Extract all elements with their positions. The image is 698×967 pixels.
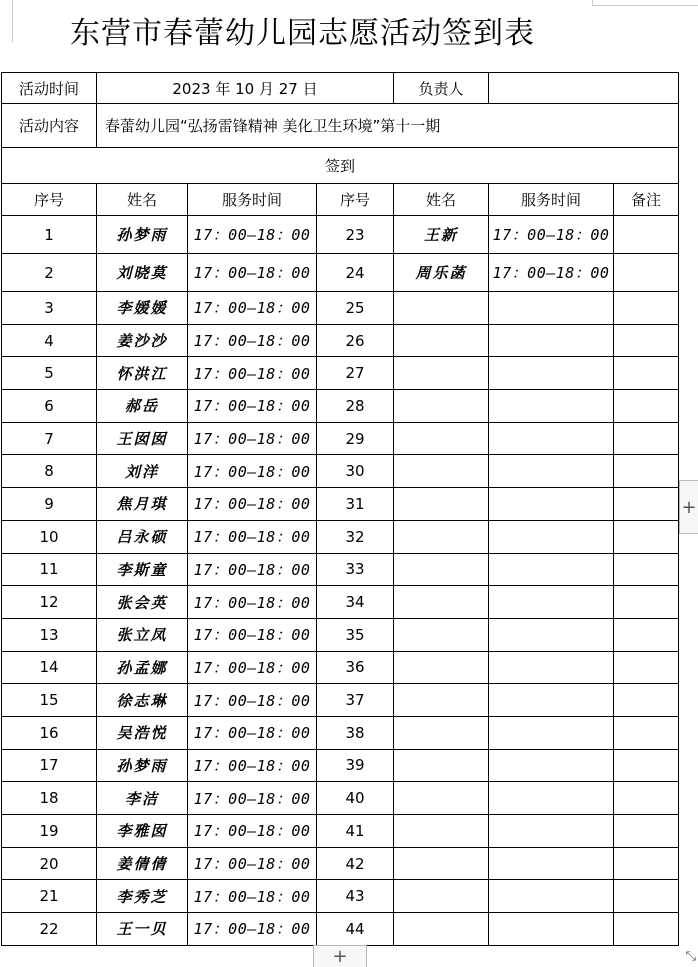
- row-seq[interactable]: 40: [317, 782, 394, 815]
- row-seq[interactable]: 33: [317, 553, 394, 586]
- volunteer-name[interactable]: 王新: [394, 216, 489, 254]
- resize-handle-icon[interactable]: ⤡: [685, 949, 696, 964]
- row-seq[interactable]: 13: [2, 618, 97, 651]
- volunteer-name[interactable]: 李洁: [97, 782, 188, 815]
- volunteer-name[interactable]: [394, 880, 489, 913]
- service-time[interactable]: 17：00—18：00: [489, 216, 614, 254]
- volunteer-name[interactable]: [394, 324, 489, 357]
- col-header-seq: 序号: [317, 184, 394, 216]
- volunteer-name[interactable]: [394, 651, 489, 684]
- content-row: [2, 104, 679, 148]
- table-row: [2, 880, 679, 913]
- table-row: [2, 216, 679, 254]
- row-seq[interactable]: 6: [2, 390, 97, 423]
- row-seq[interactable]: 25: [317, 292, 394, 325]
- service-time[interactable]: [489, 292, 614, 325]
- table-row: [2, 357, 679, 390]
- service-time[interactable]: 17：00—18：00: [188, 254, 317, 292]
- service-time[interactable]: 17：00—18：00: [188, 815, 317, 848]
- volunteer-name[interactable]: [394, 553, 489, 586]
- service-time[interactable]: [489, 651, 614, 684]
- remarks-cell[interactable]: [614, 847, 679, 880]
- row-seq[interactable]: 34: [317, 586, 394, 619]
- volunteer-name[interactable]: [394, 488, 489, 521]
- volunteer-name[interactable]: 李雅囡: [97, 815, 188, 848]
- table-row: [2, 586, 679, 619]
- table-row: [2, 847, 679, 880]
- row-seq[interactable]: 43: [317, 880, 394, 913]
- service-time[interactable]: 17：00—18：00: [188, 455, 317, 488]
- row-seq[interactable]: 27: [317, 357, 394, 390]
- service-time[interactable]: 17：00—18：00: [188, 292, 317, 325]
- table-row: [2, 422, 679, 455]
- row-seq[interactable]: 44: [317, 913, 394, 946]
- row-seq[interactable]: 2: [2, 254, 97, 292]
- remarks-cell[interactable]: [614, 684, 679, 717]
- service-time[interactable]: [489, 357, 614, 390]
- volunteer-name[interactable]: 周乐菡: [394, 254, 489, 292]
- remarks-cell[interactable]: [614, 815, 679, 848]
- service-time[interactable]: 17：00—18：00: [188, 618, 317, 651]
- col-header-name: 姓名: [394, 184, 489, 216]
- table-row: [2, 913, 679, 946]
- row-seq[interactable]: 38: [317, 716, 394, 749]
- service-time[interactable]: [489, 913, 614, 946]
- service-time[interactable]: [489, 553, 614, 586]
- row-seq[interactable]: 18: [2, 782, 97, 815]
- service-time[interactable]: [489, 847, 614, 880]
- table-row: [2, 553, 679, 586]
- row-seq[interactable]: 11: [2, 553, 97, 586]
- plus-icon: +: [332, 946, 348, 967]
- volunteer-name[interactable]: [394, 618, 489, 651]
- volunteer-name[interactable]: [394, 782, 489, 815]
- add-column-button[interactable]: [679, 480, 698, 534]
- signin-table: [1, 72, 679, 946]
- row-seq[interactable]: 3: [2, 292, 97, 325]
- remarks-cell[interactable]: [614, 913, 679, 946]
- table-row: [2, 815, 679, 848]
- col-header-remarks: 备注: [614, 184, 679, 216]
- volunteer-name[interactable]: [394, 357, 489, 390]
- remarks-cell[interactable]: [614, 292, 679, 325]
- remarks-cell[interactable]: [614, 716, 679, 749]
- service-time[interactable]: [489, 880, 614, 913]
- table-row: [2, 782, 679, 815]
- table-row: [2, 618, 679, 651]
- row-seq[interactable]: 41: [317, 815, 394, 848]
- remarks-cell[interactable]: [614, 422, 679, 455]
- volunteer-name[interactable]: [394, 422, 489, 455]
- row-seq[interactable]: 15: [2, 684, 97, 717]
- service-time[interactable]: 17：00—18：00: [489, 254, 614, 292]
- row-seq[interactable]: 1: [2, 216, 97, 254]
- content-value[interactable]: 春蕾幼儿园“弘扬雷锋精神 美化卫生环境”第十一期: [97, 104, 679, 148]
- service-time[interactable]: 17：00—18：00: [188, 651, 317, 684]
- remarks-cell[interactable]: [614, 216, 679, 254]
- row-seq[interactable]: 23: [317, 216, 394, 254]
- row-seq[interactable]: 10: [2, 520, 97, 553]
- table-row: [2, 324, 679, 357]
- row-seq[interactable]: 9: [2, 488, 97, 521]
- remarks-cell[interactable]: [614, 782, 679, 815]
- remarks-cell[interactable]: [614, 520, 679, 553]
- service-time[interactable]: [489, 422, 614, 455]
- row-seq[interactable]: 17: [2, 749, 97, 782]
- col-header-seq: 序号: [2, 184, 97, 216]
- service-time[interactable]: 17：00—18：00: [188, 880, 317, 913]
- volunteer-name[interactable]: [394, 520, 489, 553]
- page-title: 东营市春蕾幼儿园志愿活动签到表: [70, 16, 535, 51]
- remarks-cell[interactable]: [614, 357, 679, 390]
- remarks-cell[interactable]: [614, 749, 679, 782]
- column-header-row: [2, 184, 679, 216]
- service-time[interactable]: [489, 324, 614, 357]
- table-row: [2, 254, 679, 292]
- remarks-cell[interactable]: [614, 880, 679, 913]
- time-row: [2, 73, 679, 104]
- service-time[interactable]: 17：00—18：00: [188, 488, 317, 521]
- service-time[interactable]: 17：00—18：00: [188, 716, 317, 749]
- row-seq[interactable]: 21: [2, 880, 97, 913]
- service-time[interactable]: 17：00—18：00: [188, 216, 317, 254]
- row-seq[interactable]: 26: [317, 324, 394, 357]
- service-time[interactable]: 17：00—18：00: [188, 553, 317, 586]
- leader-label: 负责人: [394, 73, 489, 104]
- volunteer-name[interactable]: 怀洪江: [97, 357, 188, 390]
- remarks-cell[interactable]: [614, 553, 679, 586]
- col-header-service-time: 服务时间: [489, 184, 614, 216]
- volunteer-name[interactable]: [394, 716, 489, 749]
- volunteer-name[interactable]: 李媛媛: [97, 292, 188, 325]
- plus-icon: +: [681, 496, 697, 518]
- row-seq[interactable]: 28: [317, 390, 394, 423]
- row-seq[interactable]: 5: [2, 357, 97, 390]
- table-row: [2, 716, 679, 749]
- row-seq[interactable]: 31: [317, 488, 394, 521]
- service-time[interactable]: [489, 520, 614, 553]
- remarks-cell[interactable]: [614, 455, 679, 488]
- volunteer-name[interactable]: 郝岳: [97, 390, 188, 423]
- service-time[interactable]: [489, 618, 614, 651]
- service-time[interactable]: 17：00—18：00: [188, 749, 317, 782]
- row-seq[interactable]: 16: [2, 716, 97, 749]
- remarks-cell[interactable]: [614, 390, 679, 423]
- volunteer-name[interactable]: 徐志琳: [97, 684, 188, 717]
- service-time[interactable]: 17：00—18：00: [188, 357, 317, 390]
- service-time[interactable]: [489, 455, 614, 488]
- service-time[interactable]: 17：00—18：00: [188, 913, 317, 946]
- table-row: [2, 520, 679, 553]
- service-time[interactable]: [489, 815, 614, 848]
- volunteer-name[interactable]: 孙孟娜: [97, 651, 188, 684]
- volunteer-name[interactable]: 吴浩悦: [97, 716, 188, 749]
- service-time[interactable]: [489, 782, 614, 815]
- table-row: [2, 390, 679, 423]
- row-seq[interactable]: 39: [317, 749, 394, 782]
- volunteer-name[interactable]: 王囡囡: [97, 422, 188, 455]
- remarks-cell[interactable]: [614, 618, 679, 651]
- volunteer-name[interactable]: [394, 455, 489, 488]
- volunteer-name[interactable]: 孙梦雨: [97, 749, 188, 782]
- service-time[interactable]: [489, 390, 614, 423]
- volunteer-name[interactable]: 焦月琪: [97, 488, 188, 521]
- row-seq[interactable]: 35: [317, 618, 394, 651]
- service-time[interactable]: [489, 488, 614, 521]
- col-header-service-time: 服务时间: [188, 184, 317, 216]
- row-seq[interactable]: 36: [317, 651, 394, 684]
- volunteer-name[interactable]: 刘晓莫: [97, 254, 188, 292]
- time-value[interactable]: 2023 年 10 月 27 日: [97, 73, 394, 104]
- service-time[interactable]: [489, 749, 614, 782]
- volunteer-name[interactable]: 张会英: [97, 586, 188, 619]
- row-seq[interactable]: 7: [2, 422, 97, 455]
- volunteer-name[interactable]: 李秀芝: [97, 880, 188, 913]
- service-time[interactable]: 17：00—18：00: [188, 422, 317, 455]
- volunteer-name[interactable]: [394, 586, 489, 619]
- add-row-button[interactable]: [313, 945, 367, 967]
- remarks-cell[interactable]: [614, 324, 679, 357]
- margin-corner-mark: [0, 0, 13, 42]
- volunteer-name[interactable]: 王一贝: [97, 913, 188, 946]
- row-seq[interactable]: 4: [2, 324, 97, 357]
- volunteer-name[interactable]: [394, 684, 489, 717]
- leader-value[interactable]: [489, 73, 679, 104]
- volunteer-name[interactable]: [394, 749, 489, 782]
- volunteer-name[interactable]: 孙梦雨: [97, 216, 188, 254]
- table-row: [2, 651, 679, 684]
- row-seq[interactable]: 20: [2, 847, 97, 880]
- row-seq[interactable]: 8: [2, 455, 97, 488]
- volunteer-name[interactable]: 张立凤: [97, 618, 188, 651]
- service-time[interactable]: 17：00—18：00: [188, 782, 317, 815]
- service-time[interactable]: 17：00—18：00: [188, 520, 317, 553]
- volunteer-name[interactable]: [394, 390, 489, 423]
- table-row: [2, 488, 679, 521]
- remarks-cell[interactable]: [614, 651, 679, 684]
- content-label: 活动内容: [2, 104, 97, 148]
- margin-corner-mark: [592, 0, 698, 6]
- signin-row: [2, 148, 679, 184]
- service-time[interactable]: 17：00—18：00: [188, 586, 317, 619]
- row-seq[interactable]: 19: [2, 815, 97, 848]
- volunteer-name[interactable]: 姜倩倩: [97, 847, 188, 880]
- service-time[interactable]: 17：00—18：00: [188, 324, 317, 357]
- row-seq[interactable]: 42: [317, 847, 394, 880]
- volunteer-name[interactable]: [394, 815, 489, 848]
- service-time[interactable]: [489, 684, 614, 717]
- row-seq[interactable]: 32: [317, 520, 394, 553]
- remarks-cell[interactable]: [614, 586, 679, 619]
- row-seq[interactable]: 12: [2, 586, 97, 619]
- remarks-cell[interactable]: [614, 488, 679, 521]
- remarks-cell[interactable]: [614, 254, 679, 292]
- row-seq[interactable]: 30: [317, 455, 394, 488]
- table-row: [2, 684, 679, 717]
- table-row: [2, 292, 679, 325]
- col-header-name: 姓名: [97, 184, 188, 216]
- volunteer-name[interactable]: 姜沙沙: [97, 324, 188, 357]
- volunteer-name[interactable]: [394, 913, 489, 946]
- row-seq[interactable]: 29: [317, 422, 394, 455]
- service-time[interactable]: 17：00—18：00: [188, 847, 317, 880]
- row-seq[interactable]: 24: [317, 254, 394, 292]
- volunteer-name[interactable]: [394, 847, 489, 880]
- table-row: [2, 749, 679, 782]
- volunteer-name[interactable]: 李斯童: [97, 553, 188, 586]
- signin-heading: 签到: [2, 148, 679, 184]
- volunteer-name[interactable]: 刘洋: [97, 455, 188, 488]
- row-seq[interactable]: 37: [317, 684, 394, 717]
- volunteer-name[interactable]: [394, 292, 489, 325]
- service-time[interactable]: 17：00—18：00: [188, 684, 317, 717]
- table-row: [2, 455, 679, 488]
- service-time[interactable]: 17：00—18：00: [188, 390, 317, 423]
- service-time[interactable]: [489, 586, 614, 619]
- time-label: 活动时间: [2, 73, 97, 104]
- volunteer-name[interactable]: 吕永硕: [97, 520, 188, 553]
- row-seq[interactable]: 14: [2, 651, 97, 684]
- service-time[interactable]: [489, 716, 614, 749]
- row-seq[interactable]: 22: [2, 913, 97, 946]
